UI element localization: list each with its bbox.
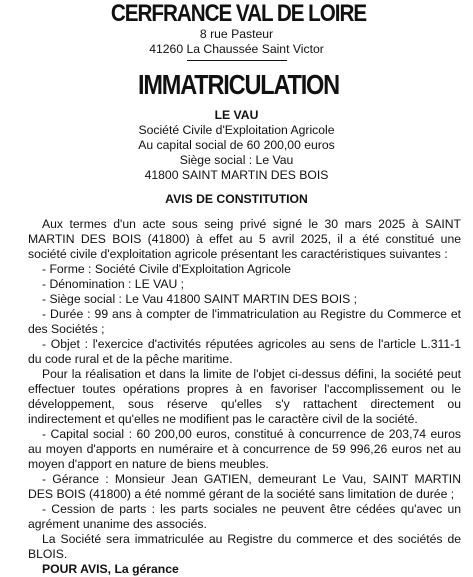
item-objet: - Objet : l'exercice d'activités réputées agricoles au sens de l'article L.311-1 du code rural et de la pêche maritime. xyxy=(28,337,461,366)
item-denomination: - Dénomination : LE VAU ; xyxy=(42,277,185,291)
office-city: 41260 La Chaussée Saint Victor xyxy=(149,42,324,56)
item-forme: - Forme : Société Civile d'Exploitation Agricole xyxy=(42,262,291,276)
item-duree: - Durée : 99 ans à compter de l'immatriculation au Registre du Commerce et des Sociétés ; xyxy=(28,307,461,336)
notice-body xyxy=(28,217,461,577)
item-capital: - Capital social : 60 200,00 euros, constitué à concurrence de 203,74 euros au moyen d'apports en numéraire et à concurrence de 59 996,26 euros net au moyen d'apport en nature de biens meubles. xyxy=(28,427,461,471)
signature: POUR AVIS, La gérance xyxy=(42,562,179,576)
company-block xyxy=(12,108,461,183)
notice-subtitle: AVIS DE CONSTITUTION xyxy=(165,192,308,206)
company-type: Société Civile d'Exploitation Agricole xyxy=(138,123,335,137)
company-seat-city: 41800 SAINT MARTIN DES BOIS xyxy=(144,168,329,182)
item-gerance: - Gérance : Monsieur Jean GATIEN, demeurant Le Vau, SAINT MARTIN DES BOIS (41800) a été nommé gérant de la société sans limitation de durée ; xyxy=(28,472,461,501)
office-street: 8 rue Pasteur xyxy=(199,27,274,41)
company-capital: Au capital social de 60 200,00 euros xyxy=(138,138,335,152)
notice-heading: IMMATRICULATION xyxy=(138,69,339,100)
separator-rule xyxy=(187,60,287,61)
item-siege: - Siège social : Le Vau 41800 SAINT MARTIN DES BOIS ; xyxy=(42,292,357,306)
paragraph-realisation: Pour la réalisation et dans la limite de l'objet ci-dessus défini, la société peut effectuer toutes opérations propres à en favoriser l'accomplissement ou le développement, sous réserve qu'elles s'y rattachent directement ou indirectement et qu'elles ne modifient pas le caractère civil de la société. xyxy=(28,367,461,426)
item-cession: - Cession de parts : les parts sociales ne peuvent être cédées qu'avec un agrément unanime des associés. xyxy=(28,502,461,531)
office-name: CERFRANCE VAL DE LOIRE xyxy=(110,0,367,27)
paragraph-immatriculation: La Société sera immatriculée au Registre du commerce et des sociétés de BLOIS. xyxy=(28,532,461,561)
company-name: LE VAU xyxy=(214,108,259,122)
paragraph-intro: Aux termes d'un acte sous seing privé signé le 30 mars 2025 à SAINT MARTIN DES BOIS (41800) à effet au 5 avril 2025, il a été constitué une société civile d'exploitation agricole présentant les caractéristiques suivantes : xyxy=(28,217,461,261)
company-seat: Siège social : Le Vau xyxy=(179,153,294,167)
